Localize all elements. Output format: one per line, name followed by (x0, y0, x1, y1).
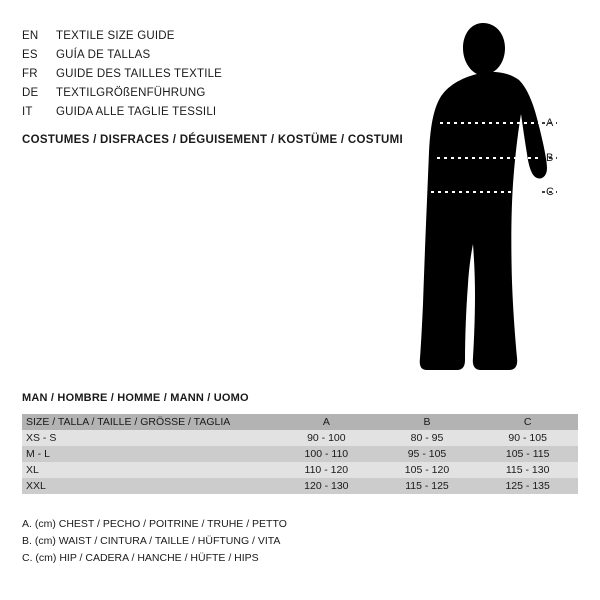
language-row (22, 87, 422, 106)
column-header-c: C (523, 416, 532, 428)
language-row (22, 30, 422, 49)
cell-size: XL (26, 464, 39, 476)
language-row (22, 106, 422, 125)
language-title: TEXTILGRÖßENFÜHRUNG (56, 87, 206, 99)
column-header-a: A (322, 416, 330, 428)
language-title: GUIDE DES TAILLES TEXTILE (56, 68, 223, 80)
legend-item-c: C. (cm) HIP / CADERA / HANCHE / HÜFTE / HIPS (22, 552, 259, 564)
table-row (22, 478, 578, 494)
language-row (22, 68, 422, 87)
cell-a: 100 - 110 (304, 448, 349, 460)
cell-size: M - L (26, 448, 50, 460)
column-header-b: B (423, 416, 431, 428)
cell-a: 120 - 130 (304, 480, 349, 492)
body-figure (405, 18, 590, 378)
costumes-subtitle: COSTUMES / DISFRACES / DÉGUISEMENT / KOSTÜME / COSTUMI (22, 134, 404, 146)
language-code: EN (22, 30, 39, 42)
cell-b: 105 - 120 (404, 464, 450, 476)
language-code: FR (22, 68, 38, 80)
language-code: DE (22, 87, 39, 99)
language-row (22, 49, 422, 68)
measurement-lines (405, 18, 590, 378)
measure-label-c: C (546, 186, 554, 198)
table-row (22, 446, 578, 462)
column-header-size: SIZE / TALLA / TAILLE / GRÖSSE / TAGLIA (26, 416, 231, 428)
measure-label-b: B (546, 152, 554, 164)
language-title: GUIDA ALLE TAGLIE TESSILI (56, 106, 217, 118)
cell-size: XS - S (26, 432, 57, 444)
table-row (22, 430, 578, 446)
language-code: IT (22, 106, 33, 118)
language-code: ES (22, 49, 38, 61)
measure-label-a: A (546, 117, 554, 129)
cell-c: 125 - 135 (505, 480, 550, 492)
cell-c: 105 - 115 (505, 448, 550, 460)
legend-item-a: A. (cm) CHEST / PECHO / POITRINE / TRUHE / PETTO (22, 518, 287, 530)
measurement-legend (22, 516, 287, 567)
language-title: TEXTILE SIZE GUIDE (56, 30, 175, 42)
cell-a: 90 - 100 (307, 432, 346, 444)
language-list (22, 30, 422, 125)
cell-a: 110 - 120 (304, 464, 349, 476)
table-header-row (22, 414, 578, 430)
legend-item-b: B. (cm) WAIST / CINTURA / TAILLE / HÜFTUNG / VITA (22, 535, 281, 547)
cell-b: 115 - 125 (405, 480, 449, 492)
language-title: GUÍA DE TALLAS (56, 49, 151, 61)
table-row (22, 462, 578, 478)
cell-size: XXL (26, 480, 46, 492)
cell-b: 95 - 105 (407, 448, 447, 460)
cell-c: 90 - 105 (508, 432, 547, 444)
size-table (22, 414, 578, 494)
table-title: MAN / HOMBRE / HOMME / MANN / UOMO (22, 392, 249, 404)
cell-b: 80 - 95 (410, 432, 444, 444)
cell-c: 115 - 130 (505, 464, 550, 476)
